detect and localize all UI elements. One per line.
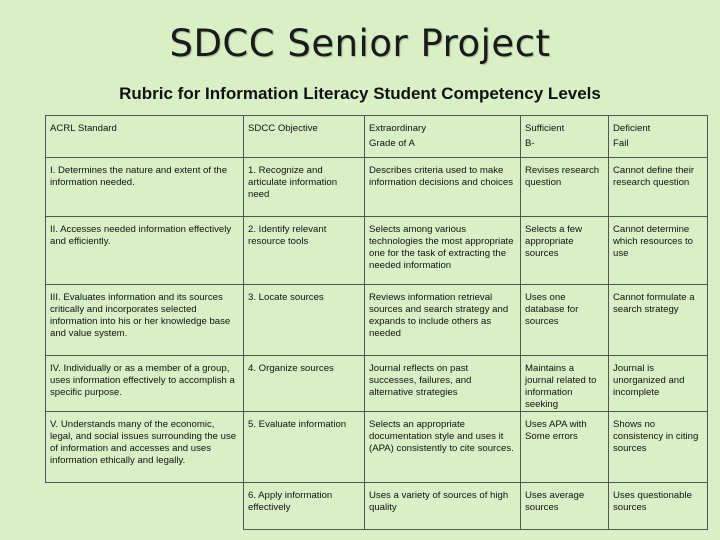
cell-objective: 4. Organize sources: [244, 356, 365, 412]
cell-extraordinary: Reviews information retrieval sources and search strategy and expands to include others as needed: [365, 285, 521, 356]
cell-sufficient: Revises research question: [521, 158, 609, 217]
cell-sufficient: Selects a few appropriate sources: [521, 217, 609, 285]
header-deficient-grade: Fail: [613, 138, 629, 149]
header-sufficient: [521, 116, 609, 158]
cell-standard: III. Evaluates information and its sources critically and incorporates selected information into his or her knowledge base and value system.: [46, 285, 244, 356]
cell-sufficient: Maintains a journal related to information seeking: [521, 356, 609, 412]
page-title: SDCC Senior Project: [169, 22, 551, 65]
header-extraordinary: [365, 116, 521, 158]
cell-standard: II. Accesses needed information effectively and efficiently.: [46, 217, 244, 285]
cell-objective: 2. Identify relevant resource tools: [244, 217, 365, 285]
cell-extraordinary: Journal reflects on past successes, failures, and alternative strategies: [365, 356, 521, 412]
cell-deficient: Uses questionable sources: [609, 483, 708, 530]
header-extraordinary-label: Extraordinary: [369, 123, 427, 134]
cell-sufficient: Uses one database for sources: [521, 285, 609, 356]
cell-extraordinary: Describes criteria used to make information decisions and choices: [365, 158, 521, 217]
header-sdcc-objective: SDCC Objective: [244, 116, 365, 158]
header-deficient: [609, 116, 708, 158]
cell-standard-empty: [46, 483, 244, 530]
cell-deficient: Shows no consistency in citing sources: [609, 412, 708, 483]
table-row: [46, 356, 708, 412]
table-header-row: [46, 116, 708, 158]
table-row: [46, 285, 708, 356]
page-subtitle: Rubric for Information Literacy Student Competency Levels: [119, 84, 601, 103]
header-acrl-standard: ACRL Standard: [46, 116, 244, 158]
cell-standard: I. Determines the nature and extent of the information needed.: [46, 158, 244, 217]
header-extraordinary-grade: Grade of A: [369, 138, 415, 149]
cell-objective: 3. Locate sources: [244, 285, 365, 356]
cell-deficient: Cannot define their research question: [609, 158, 708, 217]
cell-sufficient: Uses APA with Some errors: [521, 412, 609, 483]
rubric-table: [45, 115, 708, 530]
cell-extraordinary: Selects an appropriate documentation style and uses it (APA) consistently to cite sources.: [365, 412, 521, 483]
cell-extraordinary: Uses a variety of sources of high quality: [365, 483, 521, 530]
cell-deficient: Cannot formulate a search strategy: [609, 285, 708, 356]
cell-deficient: Journal is unorganized and incomplete: [609, 356, 708, 412]
cell-extraordinary: Selects among various technologies the most appropriate one for the task of extracting the needed information: [365, 217, 521, 285]
cell-objective: 6. Apply information effectively: [244, 483, 365, 530]
header-deficient-label: Deficient: [613, 123, 651, 134]
cell-standard: IV. Individually or as a member of a group, uses information effectively to accomplish a specific purpose.: [46, 356, 244, 412]
table-row: [46, 412, 708, 483]
cell-deficient: Cannot determine which resources to use: [609, 217, 708, 285]
cell-objective: 5. Evaluate information: [244, 412, 365, 483]
table-row: [46, 217, 708, 285]
table-row: [46, 483, 708, 530]
cell-sufficient: Uses average sources: [521, 483, 609, 530]
header-sufficient-grade: B-: [525, 138, 535, 149]
header-sufficient-label: Sufficient: [525, 123, 565, 134]
table-row: [46, 158, 708, 217]
cell-objective: 1. Recognize and articulate information need: [244, 158, 365, 217]
cell-standard: V. Understands many of the economic, legal, and social issues surrounding the use of information and accesses and uses information ethically and legally.: [46, 412, 244, 483]
